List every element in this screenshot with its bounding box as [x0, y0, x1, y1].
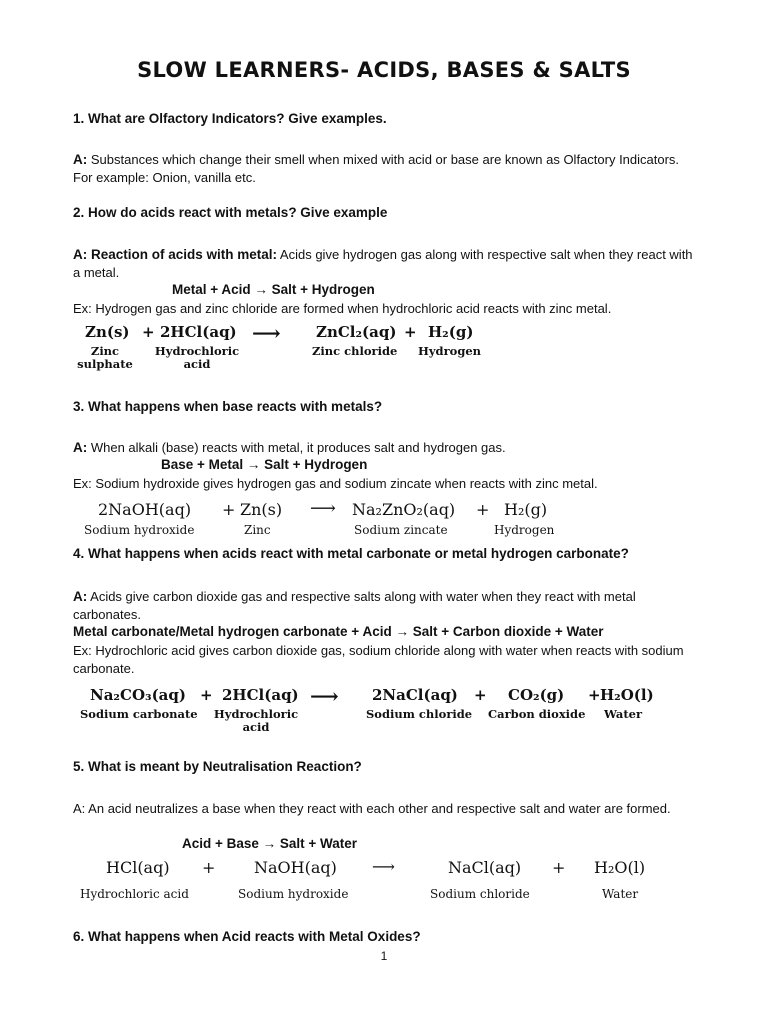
answer-text: Acids give hydrogen gas along with respective salt when they react with a metal.: [73, 247, 693, 280]
label-product-2: Hydrogen: [494, 523, 555, 537]
question-5: 5. What is meant by Neutralisation Reaction?: [73, 759, 362, 774]
answer-text: Substances which change their smell when mixed with acid or base are known as Olfactory Indicators. For example: Onion, vanilla etc.: [73, 152, 680, 185]
product-1: NaCl(aq): [448, 858, 522, 877]
answer-text: When alkali (base) reacts with metal, it produces salt and hydrogen gas.: [87, 440, 506, 455]
plus-sign: +: [474, 686, 487, 704]
reactant-2: 2HCl(aq): [222, 686, 299, 704]
arrow: ⟶: [310, 684, 339, 708]
example-4: Ex: Hydrochloric acid gives carbon dioxide gas, sodium chloride along with water when reacts with sodium carbonate.: [73, 643, 684, 676]
page-title: SLOW LEARNERS- ACIDS, BASES & SALTS: [137, 58, 631, 82]
page-number: 1: [380, 949, 388, 963]
reactant-1: HCl(aq): [106, 858, 170, 877]
product-1: 2NaCl(aq): [372, 686, 458, 704]
label-product-1: Zinc chloride: [312, 344, 398, 358]
word-equation-2: Metal + Acid → Salt + Hydrogen: [172, 282, 375, 297]
label-reactant-2: Zinc: [244, 523, 271, 537]
product-1: ZnCl₂(aq): [316, 323, 397, 341]
chemical-equation-3: [84, 500, 574, 542]
plus-sign: +: [404, 323, 417, 341]
arrow: ⟶: [372, 857, 395, 876]
answer-text: Acids give carbon dioxide gas and respective salts along with water when they react with metal carbonates.: [73, 589, 636, 622]
chemical-equation-2: [77, 321, 500, 375]
label-reactant-1: Hydrochloric acid: [80, 887, 189, 901]
word-equation-4: Metal carbonate/Metal hydrogen carbonate + Acid → Salt + Carbon dioxide + Water: [73, 624, 604, 639]
label-reactant-1: Zinc sulphate: [77, 344, 133, 371]
label-reactant-1: Sodium carbonate: [80, 707, 198, 721]
reactant-1: Zn(s): [85, 323, 130, 341]
label-product-1: Sodium zincate: [354, 523, 448, 537]
product-3: H₂O(l): [600, 686, 654, 704]
chemical-equation-4: [80, 686, 660, 732]
reactant-2: NaOH(aq): [254, 858, 337, 877]
answer-prefix: A: Reaction of acids with metal:: [73, 247, 278, 262]
plus-sign: +: [476, 500, 490, 519]
plus-sign: +: [588, 686, 601, 704]
example-2: Ex: Hydrogen gas and zinc chloride are formed when hydrochloric acid reacts with zinc metal.: [73, 301, 612, 316]
plus-sign: +: [202, 858, 216, 877]
label-reactant-2: Hydrochloric acid: [213, 707, 299, 734]
plus-sign: +: [142, 323, 155, 341]
product-2: H₂O(l): [594, 858, 646, 877]
product-2: H₂(g): [504, 500, 548, 519]
product-2: CO₂(g): [508, 686, 565, 704]
product-1: Na₂ZnO₂(aq): [352, 500, 456, 519]
answer-prefix: A:: [73, 589, 88, 604]
word-equation-5: Acid + Base → Salt + Water: [182, 836, 358, 851]
label-product-3: Water: [604, 707, 643, 721]
plus-sign: +: [200, 686, 213, 704]
reactant-2: 2HCl(aq): [160, 323, 237, 341]
reactant-1: 2NaOH(aq): [98, 500, 192, 519]
chemical-equation-5: [78, 858, 658, 904]
plus-sign: +: [552, 858, 566, 877]
question-2: 2. How do acids react with metals? Give example: [73, 205, 388, 220]
answer-4: [73, 588, 695, 624]
answer-2: [73, 246, 695, 282]
label-product-1: Sodium chloride: [366, 707, 473, 721]
question-4: 4. What happens when acids react with metal carbonate or metal hydrogen carbonate?: [73, 546, 629, 561]
example-3: Ex: Sodium hydroxide gives hydrogen gas and sodium zincate when reacts with zinc metal.: [73, 476, 598, 491]
label-product-2: Water: [602, 887, 639, 901]
question-1: 1. What are Olfactory Indicators? Give examples.: [73, 111, 387, 126]
product-2: H₂(g): [428, 323, 474, 341]
question-6: 6. What happens when Acid reacts with Metal Oxides?: [73, 929, 421, 944]
reactant-2: Zn(s): [240, 500, 283, 519]
label-product-2: Carbon dioxide: [488, 707, 586, 721]
label-reactant-2: Sodium hydroxide: [238, 887, 349, 901]
plus-sign: +: [222, 500, 236, 519]
label-product-2: Hydrogen: [418, 344, 482, 358]
answer-prefix: A:: [73, 152, 88, 167]
question-3: 3. What happens when base reacts with metals?: [73, 399, 383, 414]
answer-5: A: An acid neutralizes a base when they react with each other and respective salt and water are formed.: [73, 801, 671, 816]
answer-prefix: A:: [73, 440, 88, 455]
label-reactant-1: Sodium hydroxide: [84, 523, 195, 537]
answer-3: [73, 439, 695, 457]
arrow: ⟶: [310, 498, 336, 519]
arrow: ⟶: [252, 321, 281, 345]
answer-1: [73, 151, 695, 187]
label-product-1: Sodium chloride: [430, 887, 530, 901]
label-reactant-2: Hydrochloric acid: [154, 344, 240, 371]
reactant-1: Na₂CO₃(aq): [90, 686, 186, 704]
word-equation-3: Base + Metal → Salt + Hydrogen: [161, 457, 368, 472]
